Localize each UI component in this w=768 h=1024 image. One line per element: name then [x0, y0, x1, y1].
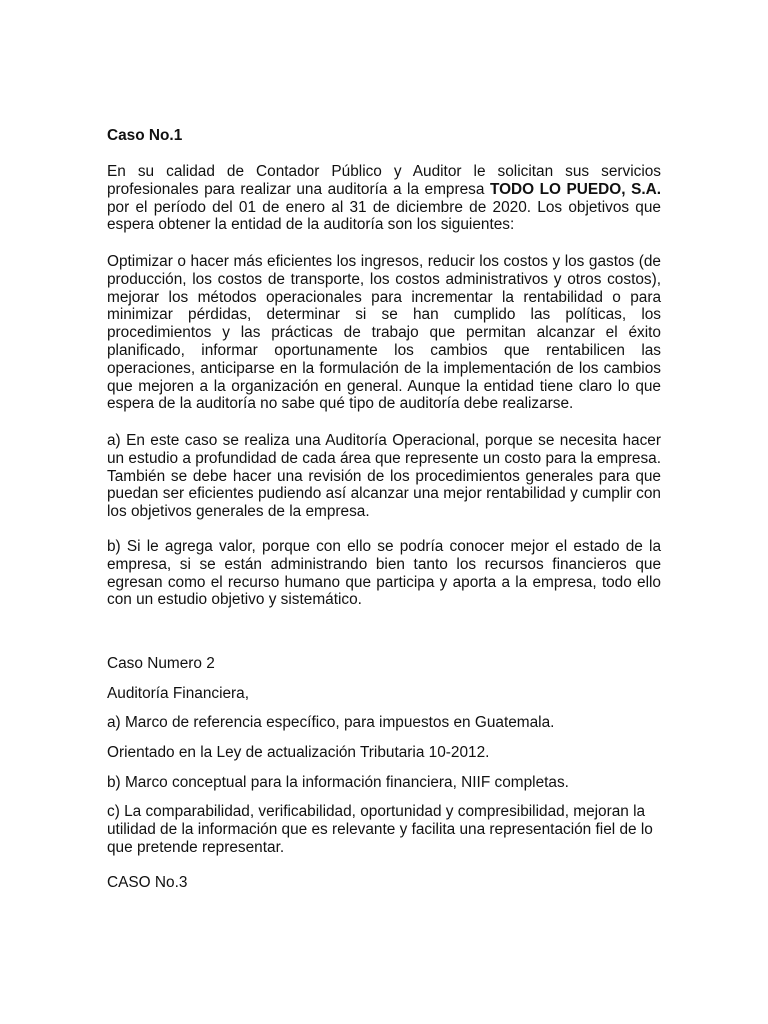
- case2-item-a-note: Orientado en la Ley de actualización Tributaria 10-2012.: [107, 744, 490, 761]
- case1-title: Caso No.1: [107, 127, 183, 144]
- case2-title: Caso Numero 2: [107, 655, 215, 672]
- company-name: TODO LO PUEDO, S.A.: [489, 180, 661, 198]
- case2-item-b: b) Marco conceptual para la información financiera, NIIF completas.: [107, 774, 569, 791]
- case1-intro-paragraph: [107, 163, 661, 234]
- case3-title: CASO No.3: [107, 874, 188, 891]
- case1-objectives-paragraph: Optimizar o hacer más eficientes los ingresos, reducir los costos y los gastos (de producción, los costos de transporte, los costos administrativos y otros costos), mejorar los métodos operacionales para incrementar la rentabilidad o para minimizar pérdidas, determinar si se han cumplido las políticas, los procedimientos y las prácticas de trabajo que permitan alcanzar el éxito planificado, informar oportunamente los cambios que rentabilicen las operaciones, anticiparse en la formulación de la implementación de los cambios que mejoren a la organización en general. Aunque la entidad tiene claro lo que espera de la auditoría no sabe qué tipo de auditoría debe realizarse.: [107, 253, 661, 413]
- case1-intro-text-1: En su calidad de Contador Público y Auditor le solicitan sus servicios profesionales para realizar una auditoría a la empresa: [107, 163, 661, 198]
- case1-intro-text-2: por el período del 01 de enero al 31 de diciembre de 2020. Los objetivos que espera obtener la entidad de la auditoría son los siguientes:: [107, 198, 661, 234]
- case1-answer-b: b) Si le agrega valor, porque con ello se podría conocer mejor el estado de la empresa, si se están administrando bien tanto los recursos financieros que egresan como el recurso humano que participa y aporta a la empresa, todo ello con un estudio objetivo y sistemático.: [107, 538, 661, 609]
- case2-item-a: a) Marco de referencia específico, para impuestos en Guatemala.: [107, 714, 555, 731]
- case2-subtitle: Auditoría Financiera,: [107, 685, 250, 702]
- case1-answer-a: a) En este caso se realiza una Auditoría Operacional, porque se necesita hacer un estudio a profundidad de cada área que represente un costo para la empresa. También se debe hacer una revisión de los procedimientos generales para que puedan ser eficientes pudiendo así alcanzar una mejor rentabilidad y cumplir con los objetivos generales de la empresa.: [107, 432, 661, 521]
- case2-item-c: c) La comparabilidad, verificabilidad, oportunidad y compresibilidad, mejoran la utilidad de la información que es relevante y facilita una representación fiel de lo que pretende representar.: [107, 803, 653, 856]
